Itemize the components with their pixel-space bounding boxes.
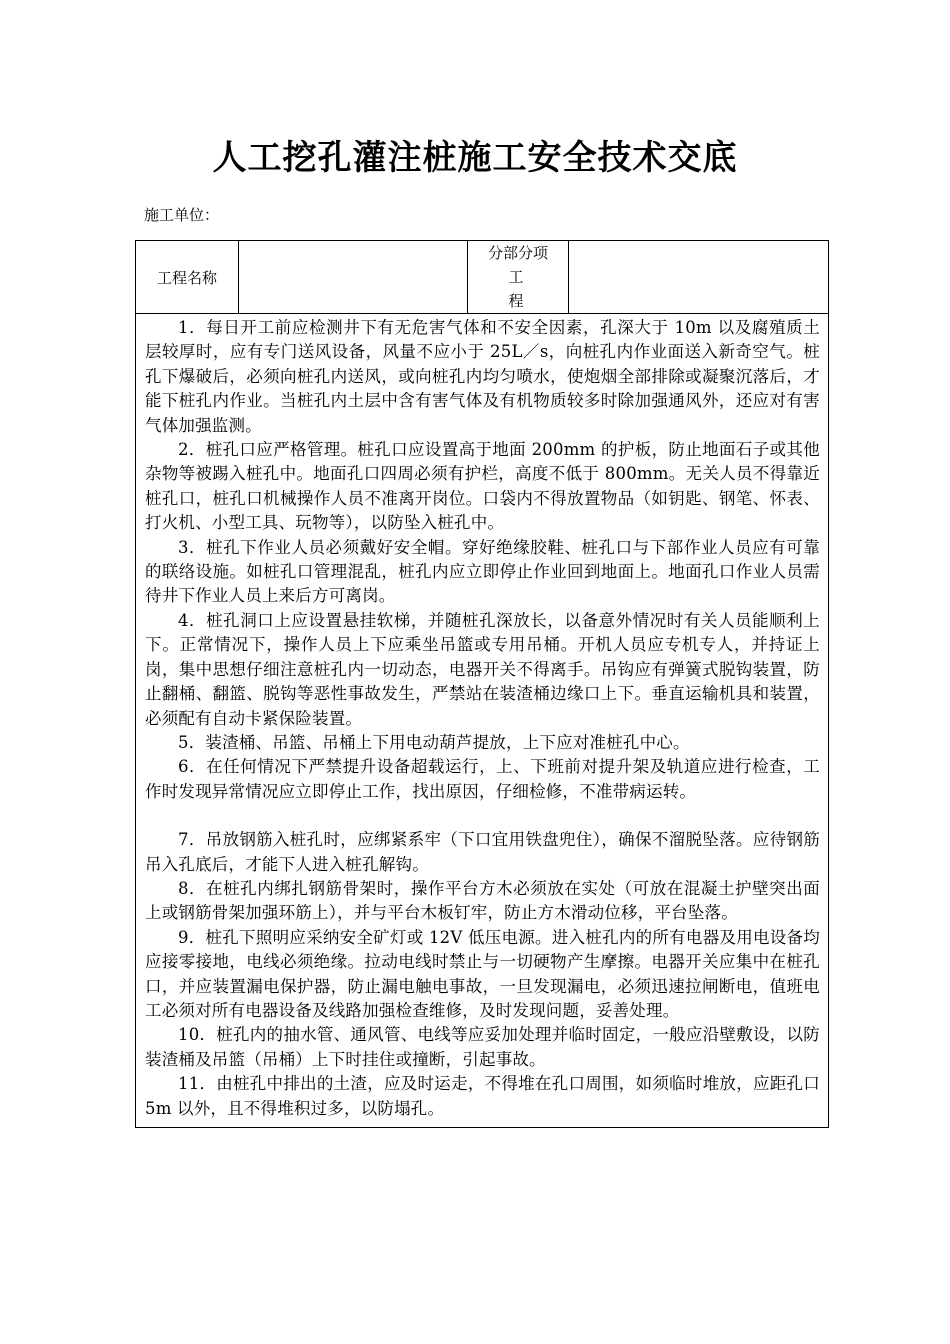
project-name-value [239,241,468,314]
construction-unit-label: 施工单位： [144,206,220,224]
sub-project-label-line1: 分部分项 [487,244,548,262]
paragraph-3: 3．桩孔下作业人员必须戴好安全帽。穿好绝缘胶鞋、桩孔口与下部作业人员应有可靠的联络设施。如桩孔口管理混乱，桩孔内应立即停止作业回到地面上。地面孔口作业人员需待井下作业人员上来后方可离岗。 [145,537,820,606]
sub-project-value [569,241,829,314]
disclosure-table [135,240,829,1128]
paragraph-10: 10．桩孔内的抽水管、通风管、电线等应妥加处理并临时固定，一般应沿壁敷设，以防装渣桶及吊篮（吊桶）上下时挂住或撞断，引起事故。 [145,1025,820,1069]
document-title: 人工挖孔灌注桩施工安全技术交底 [212,138,738,178]
blank-line [145,804,820,828]
paragraph-8: 8．在桩孔内绑扎钢筋骨架时，操作平台方木必须放在实处（可放在混凝土护壁突出面上或钢筋骨架加强环筋上），并与平台木板钉牢，防止方木滑动位移，平台坠落。 [145,878,820,923]
paragraph-4: 4．桩孔洞口上应设置悬挂软梯，并随桩孔深放长，以备意外情况时有关人员能顺利上下。正常情况下，操作人员上下应乘坐吊篮或专用吊桶。开机人员应专机专人，并持证上岗，集中思想仔细注意桩孔内一切动态，电器开关不得离手。吊钩应有弹簧式脱钩装置，防止翻桶、翻篮、脱钩等恶性事故发生，严禁站在装渣桶边缘口上下。垂直运输机具和装置，必须配有自动卡紧保险装置。 [145,610,820,728]
content-cell [136,314,829,1128]
sub-project-label-line2: 工程 [508,268,550,310]
sub-project-label [468,241,569,314]
content-row [136,314,829,1128]
table-header-row [136,241,829,314]
paragraph-9: 9．桩孔下照明应采纳安全矿灯或 12V 低压电源。进入桩孔内的所有电器及用电设备均应接零接地，电线必须绝缘。拉动电线时禁止与一切硬物产生摩擦。电器开关应集中在桩孔口，并应装置漏电保护器，防止漏电触电事故，一旦发现漏电，必须迅速拉闸断电，值班电工必须对所有电器设备及线路加强检查维修，及时发现问题，妥善处理。 [145,927,820,1020]
paragraph-5: 5．装渣桶、吊篮、吊桶上下用电动葫芦提放，上下应对准桩孔中心。 [178,732,690,752]
paragraph-6: 6．在任何情况下严禁提升设备超载运行，上、下班前对提升架及轨道应进行检查，工作时发现异常情况应立即停止工作，找出原因，仔细检修，不准带病运转。 [145,757,820,801]
paragraph-2: 2．桩孔口应严格管理。桩孔口应设置高于地面 200mm 的护板，防止地面石子或其他杂物等被踢入桩孔中。地面孔口四周必须有护栏，高度不低于 800mm。无关人员不得靠近桩孔口，桩孔口机械操作人员不准离开岗位。口袋内不得放置物品（如钥匙、钢笔、怀表、打火机、小型工具、玩物等），以防坠入桩孔中。 [145,440,820,533]
paragraph-7: 7．吊放钢筋入桩孔时，应绑紧系牢（下口宜用铁盘兜住），确保不溜脱坠落。应待钢筋吊入孔底后，才能下人进入桩孔解钩。 [145,830,820,874]
project-name-label: 工程名称 [136,241,239,314]
paragraph-1: 1．每日开工前应检测井下有无危害气体和不安全因素，孔深大于 10m 以及腐殖质土层较厚时，应有专门送风设备，风量不应小于 25L／s，向桩孔内作业面送入新奇空气。桩孔下爆破后，必须向桩孔内送风，或向桩孔内均匀喷水，使炮烟全部排除或凝聚沉落后，才能下桩孔内作业。当桩孔内土层中含有害气体及有机物质较多时除加强通风外，还应对有害气体加强监测。 [145,318,820,435]
paragraph-11: 11．由桩孔中排出的土渣，应及时运走，不得堆在孔口周围，如须临时堆放，应距孔口 5m 以外，且不得堆积过多，以防塌孔。 [145,1074,820,1118]
